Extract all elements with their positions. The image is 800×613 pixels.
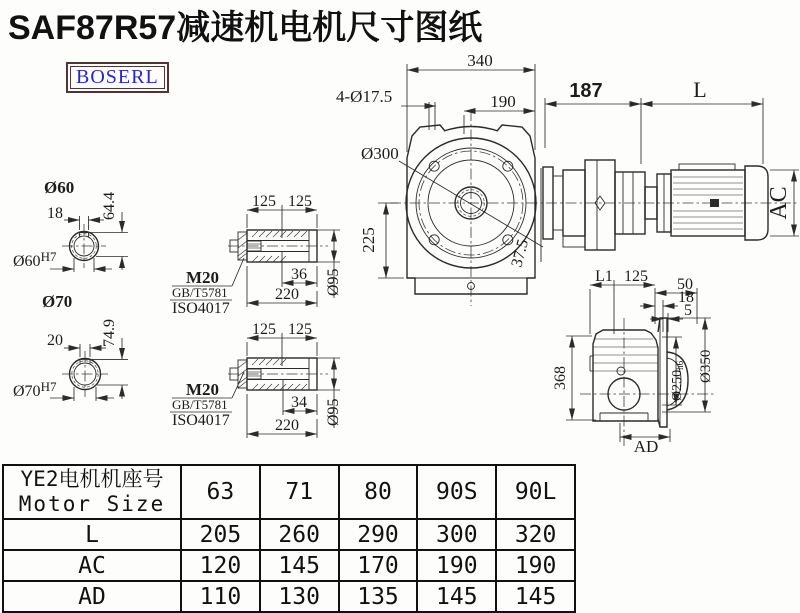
dim-190: 190: [490, 92, 516, 111]
dim-L: L: [693, 77, 707, 102]
shaft60-fit-label: $Ø60^{H7}$: [13, 249, 57, 270]
bolt-holes-label: 4-Ø17.5: [336, 87, 393, 106]
shaft60-label: Ø60: [44, 178, 75, 197]
dim-187: 187: [569, 80, 603, 102]
dim-375: 37.5: [508, 237, 533, 270]
table-cell: 190: [417, 550, 496, 581]
size-71: 71: [260, 465, 339, 519]
dim-18-side: 18: [678, 289, 694, 306]
table-cell: 320: [496, 519, 575, 550]
hollow-shaft-section-70: [13, 292, 128, 401]
table-cell: 135: [339, 581, 418, 612]
std2-label-top: ISO4017: [172, 300, 230, 317]
hollow-shaft-section-60: [13, 178, 128, 272]
motor-assembly-side-view: [543, 77, 799, 250]
table-cell: 205: [181, 519, 260, 550]
dim-34: 34: [291, 394, 307, 411]
dim-644-label: 64.4: [101, 192, 118, 220]
table-cell: 110: [181, 581, 260, 612]
dim-125-side: 125: [624, 268, 648, 285]
table-cell: 145: [496, 581, 575, 612]
motor-size-table: [2, 464, 576, 613]
dim-125d: 125: [288, 321, 312, 338]
table-row-L: [3, 519, 575, 550]
shaft-detail-bottom: [170, 321, 342, 438]
gearbox-side-view: [552, 268, 714, 456]
shaft-detail-top: [170, 193, 342, 317]
dim-220-bottom: 220: [275, 417, 299, 434]
size-90S: 90S: [417, 465, 496, 519]
shaft70-label: Ø70: [42, 292, 73, 311]
table-header-cn: YE2电机机座号: [20, 467, 164, 491]
dim-125a: 125: [252, 193, 276, 210]
dim-dia300: Ø300: [361, 144, 399, 163]
std1-label-top: GB/T5781: [172, 285, 228, 300]
table-cell: 300: [417, 519, 496, 550]
table-cell: 145: [260, 550, 339, 581]
row-label-AD: AD: [3, 581, 181, 612]
shaft70-fit-label: $Ø70^{H7}$: [13, 379, 57, 400]
dim-220-top: 220: [275, 286, 299, 303]
table-row-AC: [3, 550, 575, 581]
dim-dia95-bottom: Ø95: [325, 398, 342, 426]
dim-dia95-top: Ø95: [325, 268, 342, 296]
dim-125b: 125: [288, 193, 312, 210]
table-header-en: Motor Size: [18, 492, 166, 516]
dim-50: 50: [677, 276, 693, 293]
row-label-AC: AC: [3, 550, 181, 581]
std1-label-bottom: GB/T5781: [172, 397, 228, 412]
table-cell: 145: [417, 581, 496, 612]
size-90L: 90L: [496, 465, 575, 519]
dim-AC: AC: [766, 186, 792, 220]
dim-key60-label: 18: [47, 205, 63, 222]
std2-label-bottom: ISO4017: [172, 412, 230, 429]
gearbox-front-view: [336, 51, 798, 306]
thread-label-top: M20: [186, 268, 220, 287]
thread-label-bottom: M20: [186, 380, 220, 399]
dim-5: 5: [684, 302, 692, 319]
dim-L1: L1: [595, 268, 613, 285]
table-header-row: [3, 465, 575, 519]
dim-125c: 125: [252, 321, 276, 338]
table-cell: 290: [339, 519, 418, 550]
table-cell: 120: [181, 550, 260, 581]
table-cell: 170: [339, 550, 418, 581]
dim-dia350: Ø350: [698, 349, 714, 383]
table-cell: 260: [260, 519, 339, 550]
size-80: 80: [339, 465, 418, 519]
dim-340: 340: [467, 51, 493, 70]
brand-logo-text: BOSERL: [76, 66, 159, 88]
table-header-cell: [3, 465, 181, 519]
row-label-L: L: [3, 519, 181, 550]
table-cell: 190: [496, 550, 575, 581]
table-cell: 130: [260, 581, 339, 612]
dim-368: 368: [552, 366, 569, 390]
table-row-AD: [3, 581, 575, 612]
dim-dia250: Ø250h6: [670, 360, 685, 401]
dim-225: 225: [359, 227, 378, 253]
dim-key70-label: 20: [47, 332, 63, 349]
size-63: 63: [181, 465, 260, 519]
page-title: SAF87R57减速机电机尺寸图纸: [8, 9, 483, 47]
dim-AD: AD: [633, 437, 659, 456]
dim-749-label: 74.9: [101, 319, 118, 347]
dim-36: 36: [291, 266, 307, 283]
